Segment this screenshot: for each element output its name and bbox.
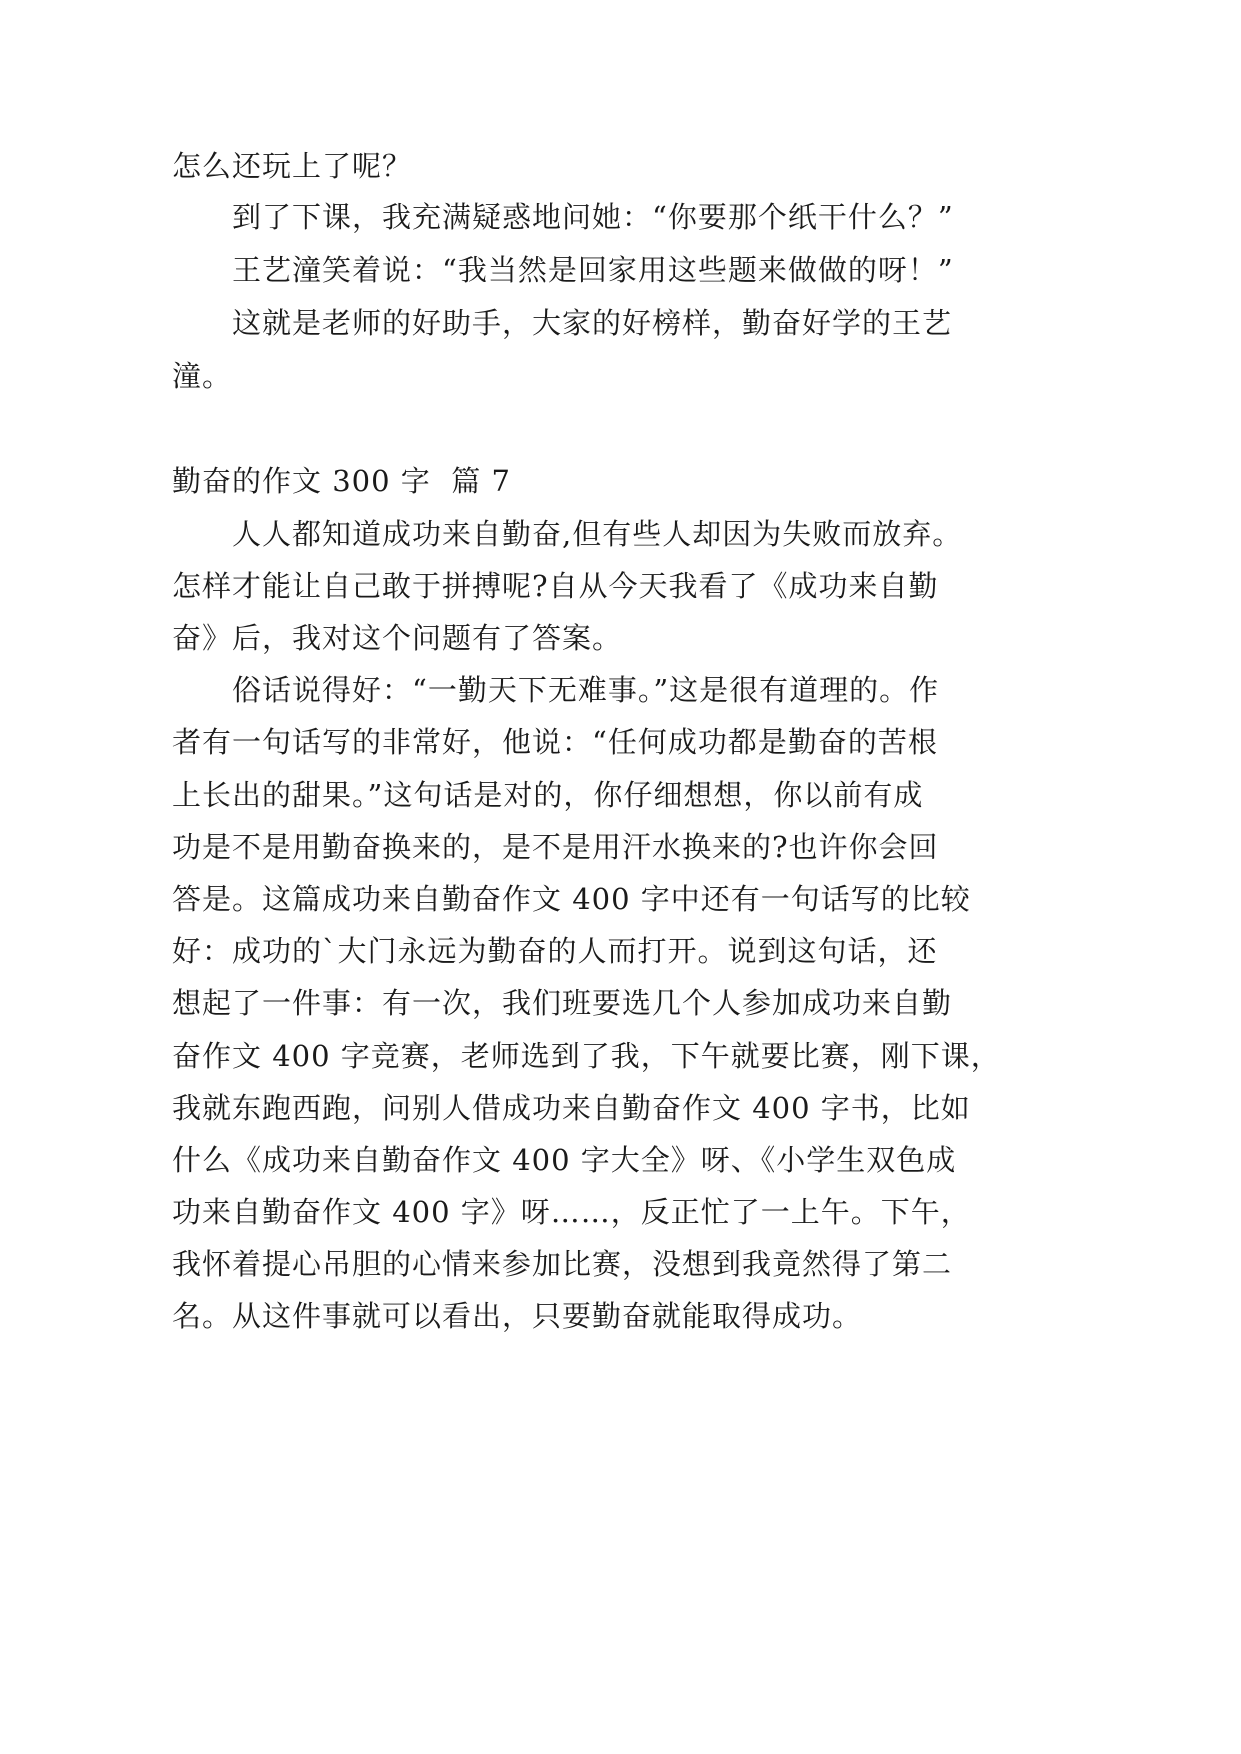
text-line: 功来自勤奋作文 400 字》呀……，反正忙了一上午。下午， — [172, 1195, 971, 1229]
text-line: 这就是老师的好助手，大家的好榜样，勤奋好学的王艺 — [232, 306, 953, 340]
text-line: 潼。 — [172, 359, 233, 393]
text-line: 我就东跑西跑，问别人借成功来自勤奋作文 400 字书，比如 — [172, 1091, 971, 1125]
text-line: 上长出的甜果。”这句话是对的，你仔细想想，你以前有成 — [172, 778, 924, 812]
text-line: 者有一句话写的非常好，他说：“任何成功都是勤奋的苦根 — [172, 725, 938, 759]
section-heading: 勤奋的作文 300 字 篇 7 — [172, 464, 511, 498]
text-line: 答是。这篇成功来自勤奋作文 400 字中还有一句话写的比较 — [172, 882, 971, 916]
text-line: 奋》后，我对这个问题有了答案。 — [172, 621, 623, 655]
text-line: 怎么还玩上了呢？ — [172, 149, 413, 183]
text-line: 好：成功的`大门永远为勤奋的人而打开。说到这句话，还 — [172, 934, 938, 968]
text-line: 人人都知道成功来自勤奋,但有些人却因为失败而放弃。 — [232, 517, 963, 551]
text-line: 想起了一件事：有一次，我们班要选几个人参加成功来自勤 — [172, 986, 953, 1020]
text-line: 奋作文 400 字竞赛，老师选到了我，下午就要比赛，刚下课， — [172, 1039, 1001, 1073]
text-line: 到了下课，我充满疑惑地问她：“你要那个纸干什么？” — [232, 200, 954, 234]
text-line: 什么《成功来自勤奋作文 400 字大全》呀、《小学生双色成 — [172, 1143, 957, 1177]
text-line: 功是不是用勤奋换来的，是不是用汗水换来的?也许你会回 — [172, 830, 939, 864]
text-line: 怎样才能让自己敢于拼搏呢?自从今天我看了《成功来自勤 — [172, 569, 939, 603]
text-line: 我怀着提心吊胆的心情来参加比赛，没想到我竟然得了第二 — [172, 1247, 953, 1281]
text-line: 王艺潼笑着说：“我当然是回家用这些题来做做的呀！” — [232, 253, 954, 287]
text-line: 俗话说得好：“一勤天下无难事。”这是很有道理的。作 — [232, 673, 940, 707]
text-line: 名。从这件事就可以看出，只要勤奋就能取得成功。 — [172, 1299, 863, 1333]
